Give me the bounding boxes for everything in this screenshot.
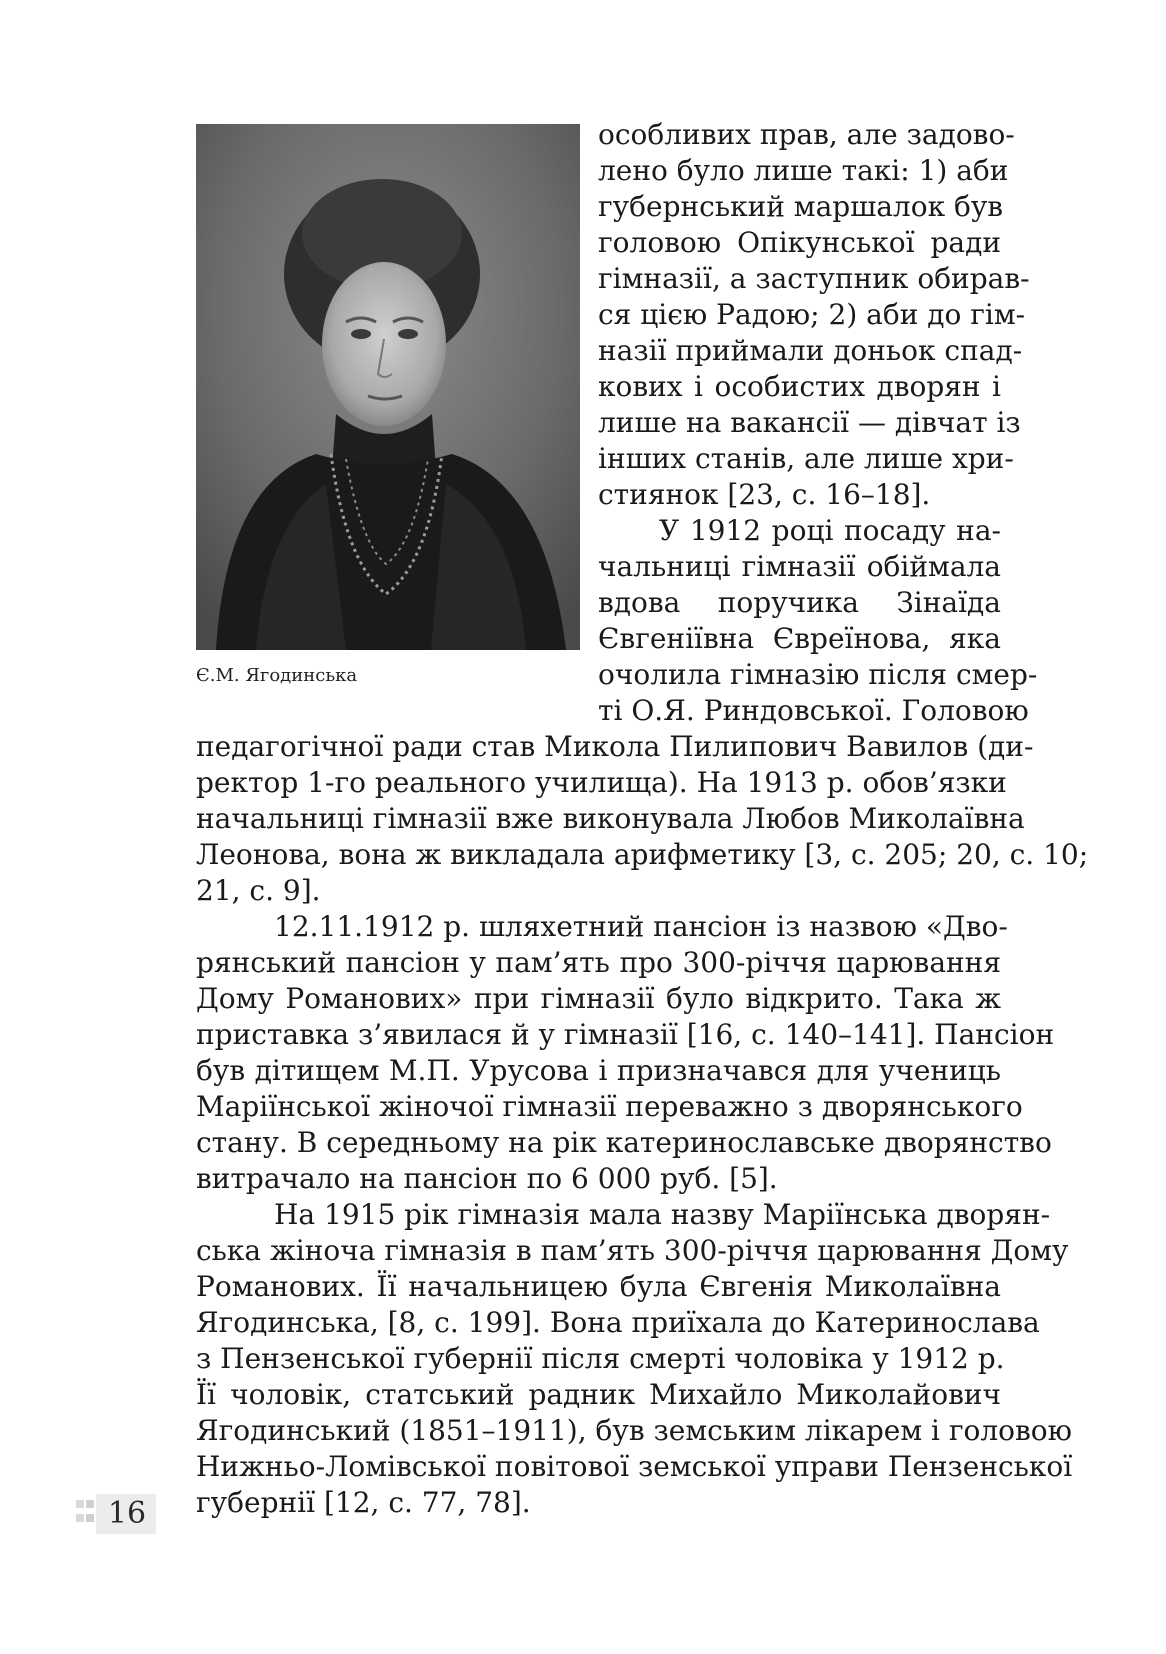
text-line: особливих прав, але задово- xyxy=(598,118,1015,151)
text-line: губернії [12, с. 77, 78]. xyxy=(196,1486,531,1519)
photo-caption: Є.М. Ягодинська xyxy=(196,665,358,686)
text-line: кових і особистих дворян і xyxy=(598,370,1001,403)
text-line: головою Опікунської ради xyxy=(598,226,1001,259)
text-line: 12.11.1912 р. шляхетний пансіон із назвою «Дво- xyxy=(274,910,1008,943)
text-line: гімназії, а заступник обирав- xyxy=(598,262,1030,295)
text-line: інших станів, але лише хри- xyxy=(598,442,1014,475)
text-line: 21, с. 9]. xyxy=(196,874,321,907)
text-line: рянський пансіон у пам’ять про 300-річчя царювання xyxy=(196,946,1001,979)
text-line: ректор 1-го реального училища). На 1913 р. обов’язки xyxy=(196,766,1007,799)
text-line: Ягодинська, [8, с. 199]. Вона приїхала до Катеринослава xyxy=(196,1306,1040,1339)
text-line: витрачало на пансіон по 6 000 руб. [5]. xyxy=(196,1162,778,1195)
text-line: ті О.Я. Риндовської. Головою xyxy=(598,694,1029,727)
portrait-photo xyxy=(196,124,580,650)
text-line: стану. В середньому на рік катеринославське дворянство xyxy=(196,1126,1052,1159)
text-line: Нижньо-Ломівської повітової земської управи Пензенської xyxy=(196,1450,1073,1483)
text-line: У 1912 році посаду на- xyxy=(659,514,1001,547)
portrait-image xyxy=(196,124,580,650)
text-line: лено було лише такі: 1) аби xyxy=(598,154,1009,187)
text-line: На 1915 рік гімназія мала назву Маріїнська дворян- xyxy=(274,1198,1051,1231)
text-line: чальниці гімназії обіймала xyxy=(598,550,1001,583)
text-line: Євгеніївна Євреїнова, яка xyxy=(598,622,1001,655)
text-line: Леонова, вона ж викладала арифметику [3, с. 205; 20, с. 10; xyxy=(196,838,1089,871)
page-number: 16 xyxy=(107,1496,147,1531)
text-line: педагогічної ради став Микола Пилипович Вавилов (ди- xyxy=(196,730,1034,763)
text-line: Дому Романових» при гімназії було відкрито. Така ж xyxy=(196,982,1001,1015)
text-line: ська жіноча гімназія в пам’ять 300-річчя царювання Дому xyxy=(196,1234,1069,1267)
text-line: назії приймали доньок спад- xyxy=(598,334,1023,367)
text-line: ся цією Радою; 2) аби до гім- xyxy=(598,298,1026,331)
text-line: Маріїнської жіночої гімназії переважно з дворянського xyxy=(196,1090,1023,1123)
text-line: Ягодинський (1851–1911), був земським лікарем і головою xyxy=(196,1414,1073,1447)
text-line: був дітищем М.П. Урусова і призначався для учениць xyxy=(196,1054,1001,1087)
text-line: губернський маршалок був xyxy=(598,190,1004,223)
text-line: Романових. Її начальницею була Євгенія Миколаївна xyxy=(196,1270,1001,1303)
text-line: вдова поручика Зінаїда xyxy=(598,586,1001,619)
text-line: стиянок [23, с. 16–18]. xyxy=(598,478,931,511)
text-line: приставка з’явилася й у гімназії [16, с. 140–141]. Пансіон xyxy=(196,1018,1055,1051)
text-line: очолила гімназію після смер- xyxy=(598,658,1038,691)
text-line: з Пензенської губернії після смерті чоловіка у 1912 р. xyxy=(196,1342,1005,1375)
text-line: лише на вакансії — дівчат із xyxy=(598,406,1021,439)
text-line: начальниці гімназії вже виконувала Любов Миколаївна xyxy=(196,802,1025,835)
text-line: Її чоловік, статський радник Михайло Миколайович xyxy=(196,1378,1001,1411)
